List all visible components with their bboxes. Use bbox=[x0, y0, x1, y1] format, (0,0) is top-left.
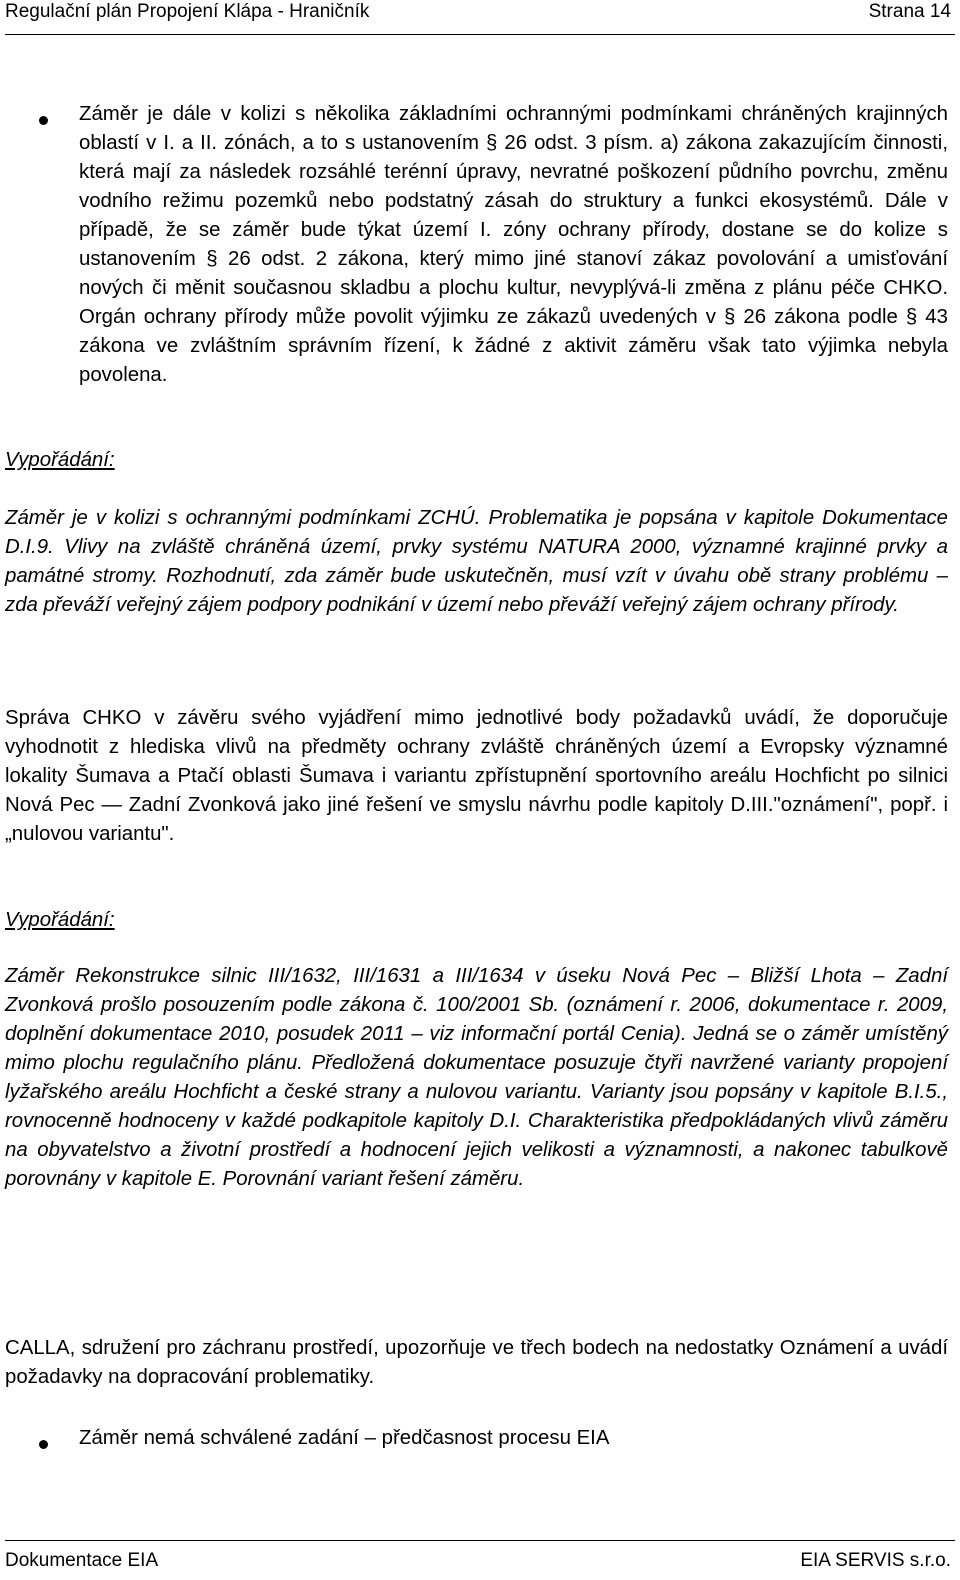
section-label-vyporadani-2: Vypořádání: bbox=[5, 909, 115, 931]
page-footer bbox=[5, 1540, 955, 1580]
resolution-paragraph-2: Záměr Rekonstrukce silnic III/1632, III/1631 a III/1634 v úseku Nová Pec – Bližší Lhota – Zadní Zvonková prošlo posouzením podle zákona č. 100/2001 Sb. (oznámení r. 2006, dokumentace r. 2009, doplnění dokumentace 2010, posudek 2011 – viz informační portál Cenia). Jedná se o záměr umístěný mimo plochu regulačního plánu. Předložená dokumentace posuzuje čtyři navržené varianty propojení lyžařského areálu Hochficht a české strany a nulovou variantu. Varianty jsou popsány v kapitole B.I.5., rovnocenně hodnoceny v každé podkapitole kapitoly D.I. Charakteristika předpokládaných vlivů záměru na obyvatelstvo a životní prostředí a hodnocení jejich velikosti a významnosti, a nakonec tabulkově porovnány v kapitole E. Porovnání variant řešení záměru. bbox=[5, 965, 948, 1190]
section-label-vyporadani: Vypořádání: bbox=[5, 449, 115, 471]
paragraph-calla: CALLA, sdružení pro záchranu prostředí, upozorňuje ve třech bodech na nedostatky Oznámení a uvádí požadavky na dopracování problematiky. bbox=[5, 1337, 948, 1388]
document-title: Regulační plán Propojení Klápa - Hraničník bbox=[5, 1, 370, 22]
bullet-paragraph-zadani: Záměr nemá schválené zadání – předčasnost procesu EIA bbox=[79, 1427, 610, 1449]
page-number: Strana 14 bbox=[868, 1, 951, 22]
page-header bbox=[5, 0, 955, 35]
paragraph-sprava-chko: Správa CHKO v závěru svého vyjádření mimo jednotlivé body požadavků uvádí, že doporučuje vyhodnotit z hlediska vlivů na předměty ochrany zvláště chráněných území a Evropsky významné lokality Šumava a Ptačí oblasti Šumava i variantu zpřístupnění sportovního areálu Hochficht po silnici Nová Pec — Zadní Zvonková jako jiné řešení ve smyslu návrhu podle kapitoly D.III."oznámení", popř. i „nulovou variantu". bbox=[5, 707, 948, 845]
bullet-dot bbox=[39, 1440, 48, 1449]
footer-company: EIA SERVIS s.r.o. bbox=[800, 1550, 951, 1571]
bullet-dot bbox=[39, 116, 48, 125]
bullet-paragraph-kolize: Záměr je dále v kolizi s několika základními ochrannými podmínkami chráněných krajinných oblastí v I. a II. zónách, a to s ustanovením § 26 odst. 3 písm. a) zákona zakazujícím činnosti, která mají za následek rozsáhlé terénní úpravy, nevratné poškození půdního povrchu, změnu vodního režimu pozemků nebo podstatný zásah do struktury a funkci ekosystémů. Dále v případě, že se záměr bude týkat území I. zóny ochrany přírody, dostane se do kolize s ustanovením § 26 odst. 2 zákona, který mimo jiné stanoví zákaz povolování a umisťování nových či měnit současnou skladbu a plochu kultur, nevyplývá-li změna z plánu péče CHKO. Orgán ochrany přírody může povolit výjimku ze zákazů uvedených v § 26 zákona podle § 43 zákona ve zvláštním správním řízení, k žádné z aktivit záměru však tato výjimka nebyla povolena. bbox=[79, 103, 948, 386]
resolution-paragraph-1: Záměr je v kolizi s ochrannými podmínkami ZCHÚ. Problematika je popsána v kapitole Dokumentace D.I.9. Vlivy na zvláště chráněná území, prvky systému NATURA 2000, významné krajinné prvky a památné stromy. Rozhodnutí, zda záměr bude uskutečněn, musí vzít v úvahu obě strany problému – zda převáží veřejný zájem podpory podnikání v území nebo převáží veřejný zájem ochrany přírody. bbox=[5, 507, 948, 616]
footer-document-name: Dokumentace EIA bbox=[5, 1550, 159, 1571]
